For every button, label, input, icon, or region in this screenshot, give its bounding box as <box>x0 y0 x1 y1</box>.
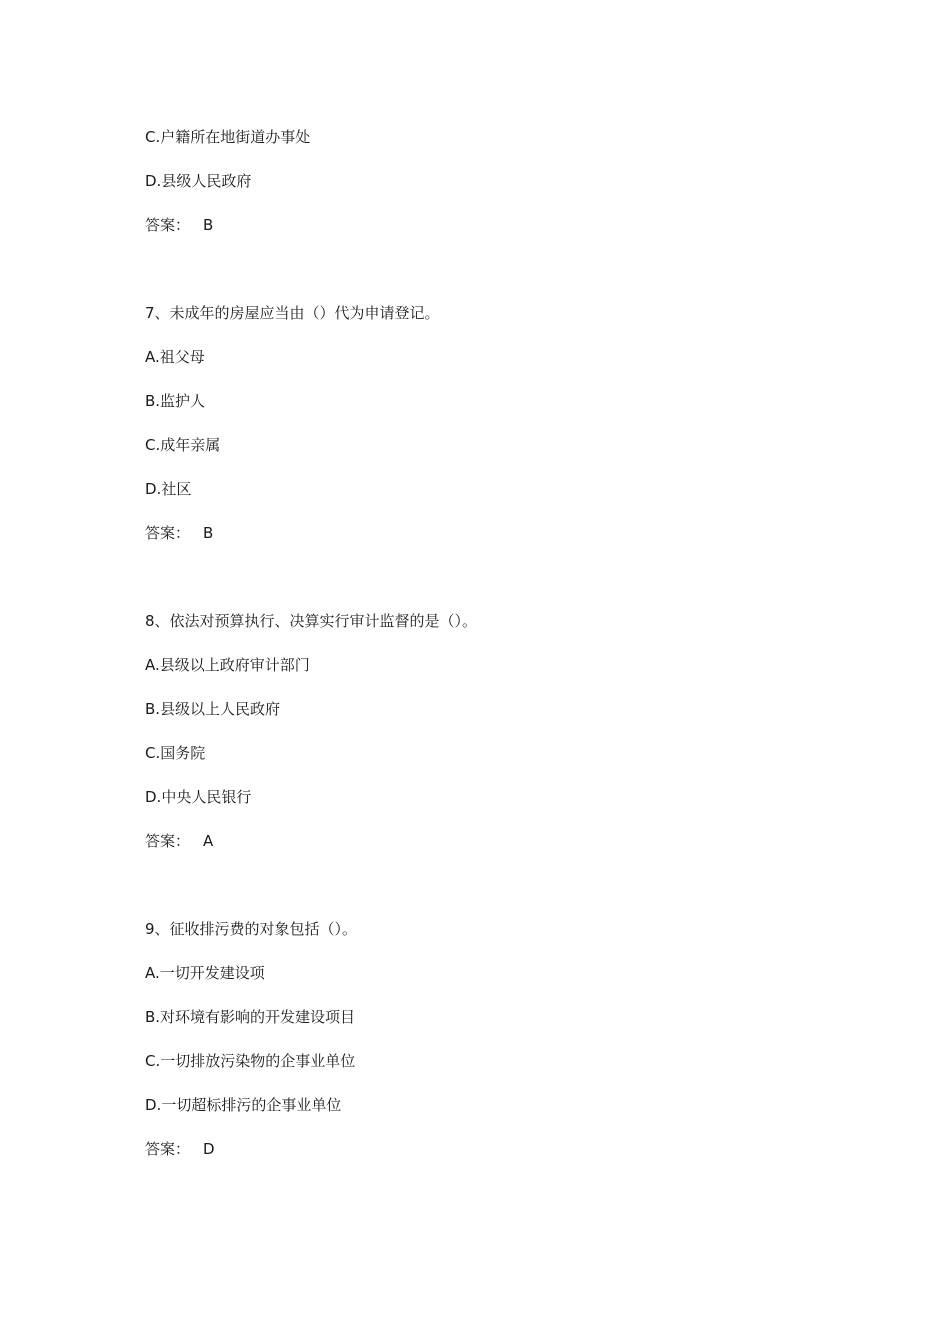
option-b: B.监护人 <box>145 392 206 410</box>
answer-label: 答案： <box>145 216 191 234</box>
option-c: C.国务院 <box>145 744 206 762</box>
option-a: A.一切开发建设项 <box>145 964 265 982</box>
option-d: D.一切超标排污的企事业单位 <box>145 1096 342 1114</box>
answer-value: D <box>203 1140 215 1158</box>
answer-value: A <box>203 832 214 850</box>
answer-label: 答案： <box>145 832 191 850</box>
answer-line <box>145 213 213 237</box>
option-c: C.成年亲属 <box>145 436 221 454</box>
question-stem: 7、未成年的房屋应当由（）代为申请登记。 <box>145 304 440 322</box>
option-c: C.一切排放污染物的企事业单位 <box>145 1052 356 1070</box>
question-stem: 9、征收排污费的对象包括（）。 <box>145 920 358 938</box>
option-a: A.县级以上政府审计部门 <box>145 656 310 674</box>
option-d: D.县级人民政府 <box>145 172 252 190</box>
answer-line <box>145 1137 215 1161</box>
option-b: B.县级以上人民政府 <box>145 700 281 718</box>
answer-value: B <box>203 216 214 234</box>
answer-line <box>145 829 213 853</box>
option-d: D.中央人民银行 <box>145 788 252 806</box>
answer-label: 答案： <box>145 524 191 542</box>
answer-value: B <box>203 524 214 542</box>
option-d: D.社区 <box>145 480 192 498</box>
option-c: C.户籍所在地街道办事处 <box>145 128 311 146</box>
option-b: B.对环境有影响的开发建设项目 <box>145 1008 356 1026</box>
question-stem: 8、依法对预算执行、决算实行审计监督的是（）。 <box>145 612 478 630</box>
option-a: A.祖父母 <box>145 348 205 366</box>
answer-line <box>145 521 213 545</box>
answer-label: 答案： <box>145 1140 191 1158</box>
